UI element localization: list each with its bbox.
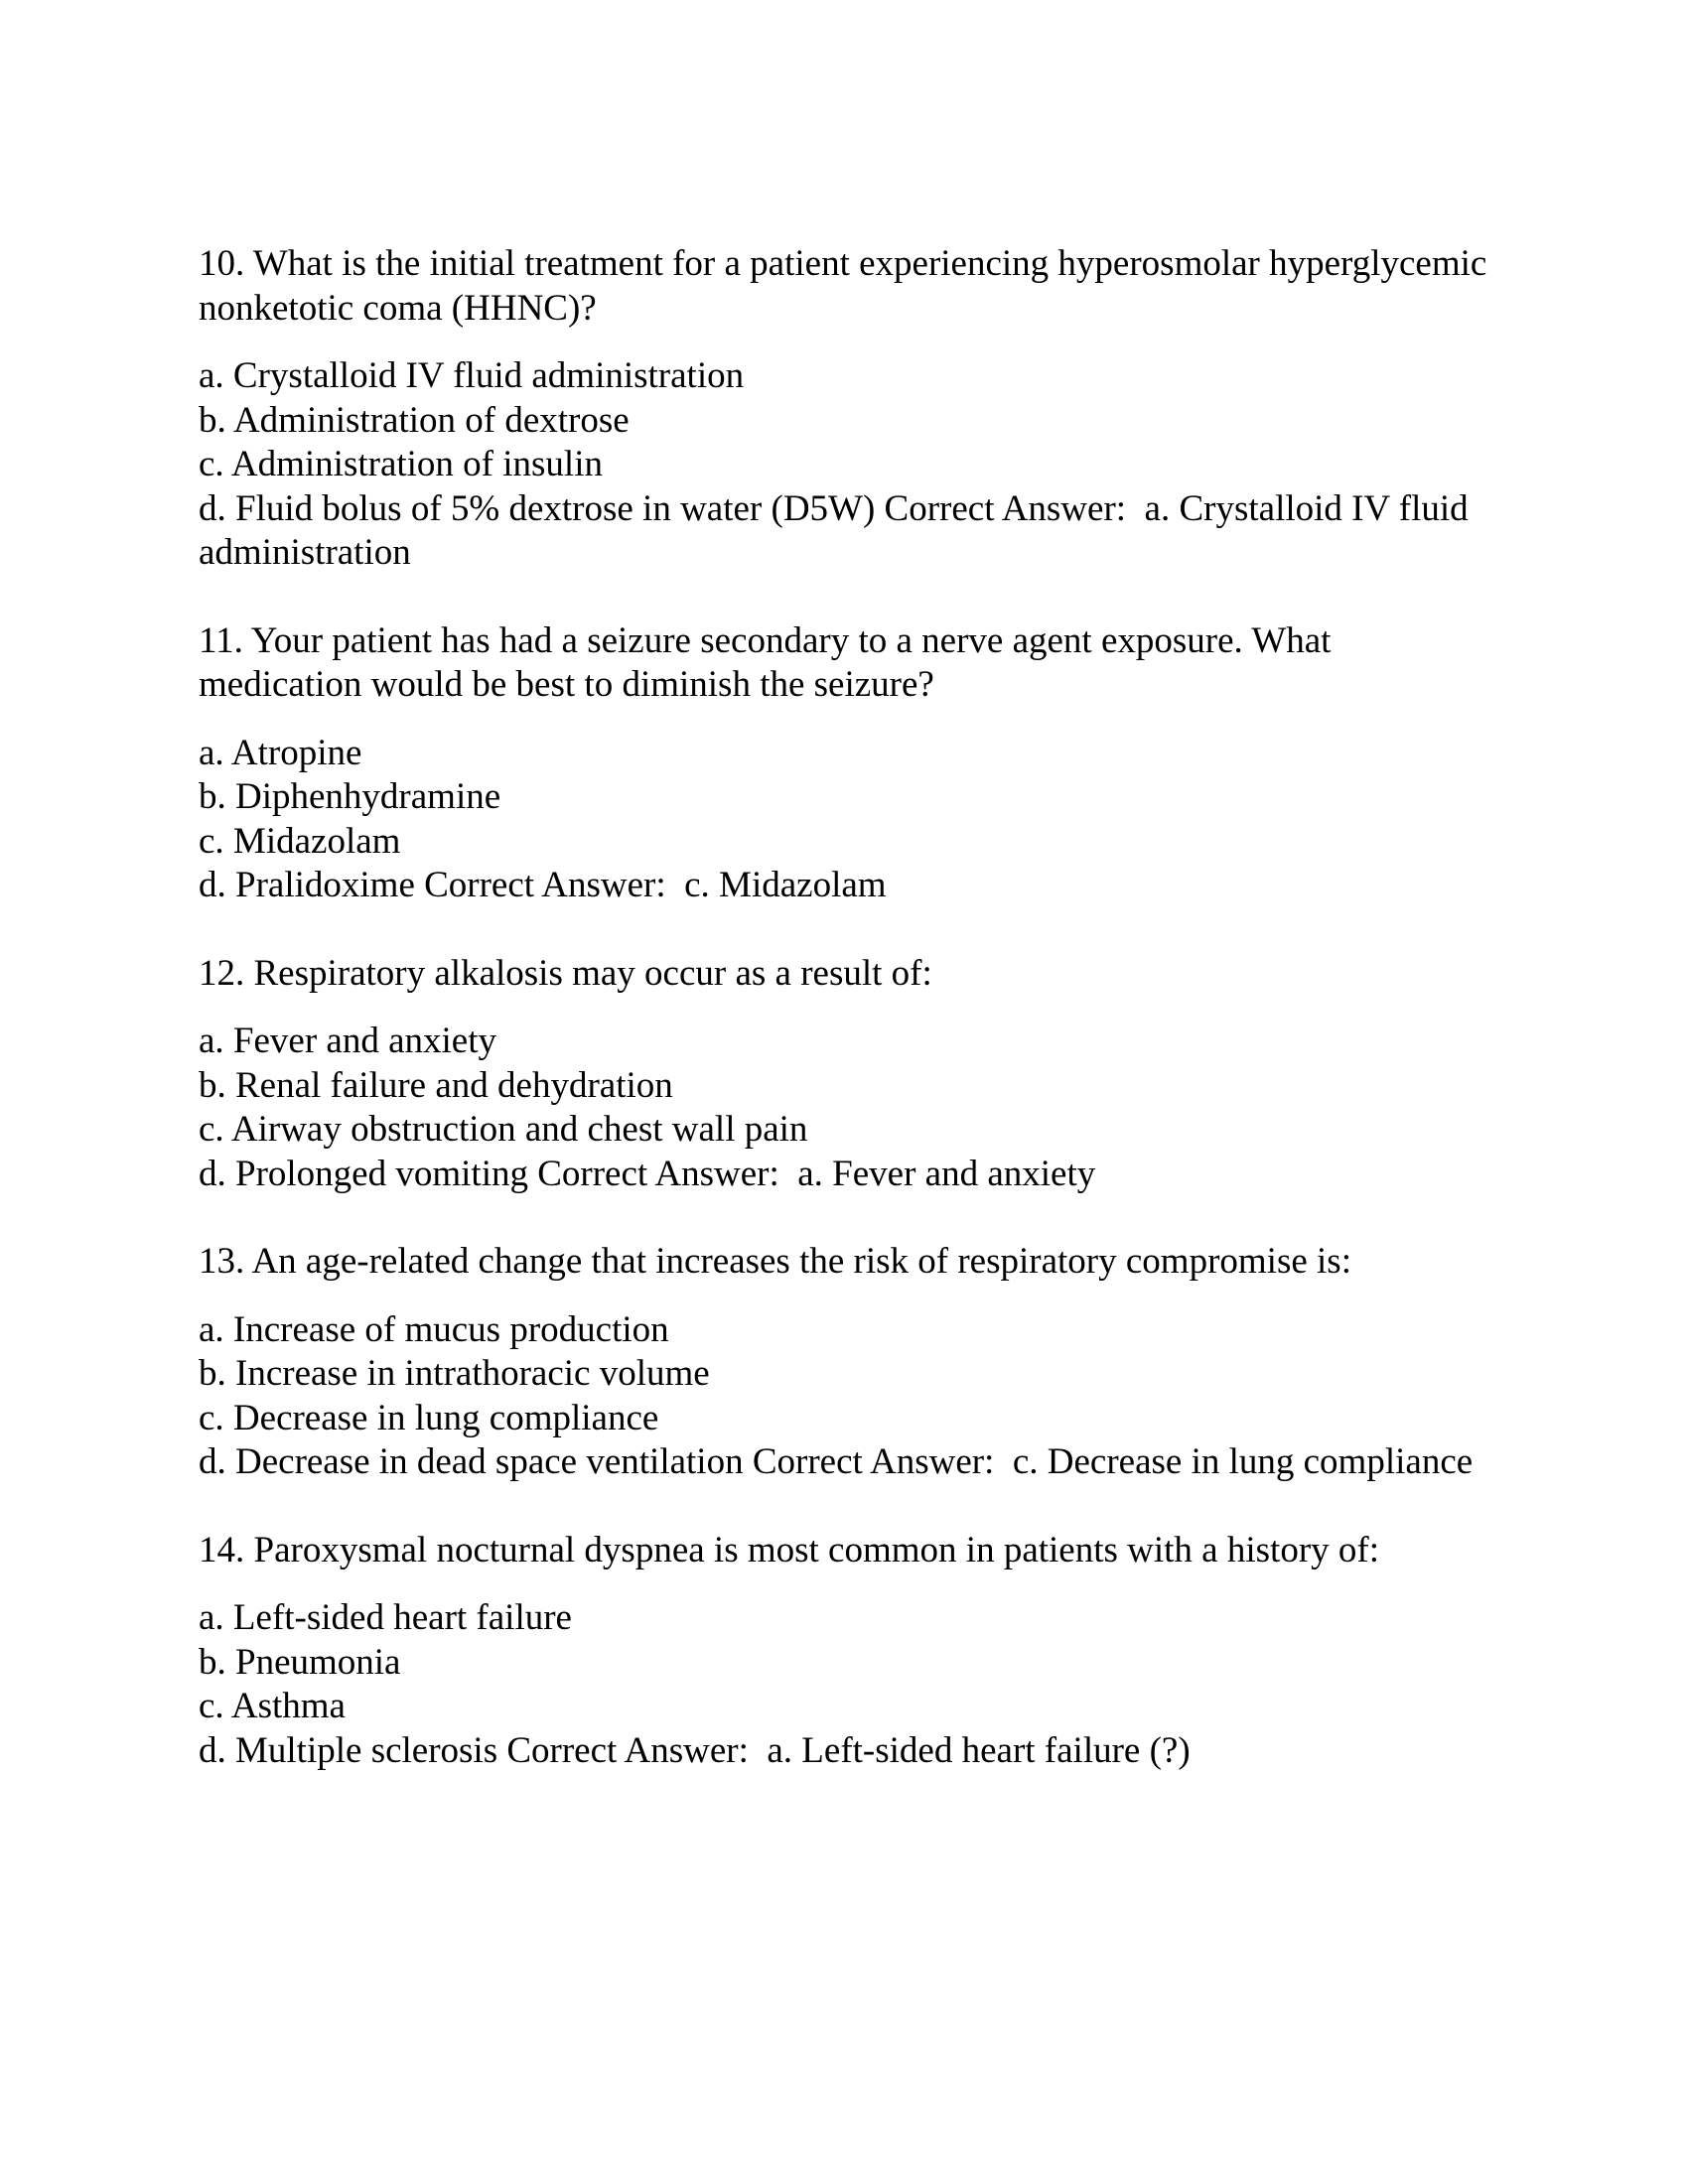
option-a: a. Increase of mucus production	[199, 1308, 669, 1350]
option-d-with-answer: d. Pralidoxime Correct Answer: c. Midazolam	[199, 865, 887, 905]
option-c: c. Asthma	[199, 1686, 346, 1726]
question-14	[199, 1529, 1489, 1774]
question-stem: 10. What is the initial treatment for a patient experiencing hyperosmolar hyperglycemic nonketotic coma (HHNC)?	[199, 243, 1496, 329]
option-a: a. Left-sided heart failure	[199, 1597, 572, 1638]
option-c: c. Decrease in lung compliance	[199, 1397, 659, 1438]
question-stem: 12. Respiratory alkalosis may occur as a result of:	[199, 952, 932, 994]
option-b: b. Administration of dextrose	[199, 399, 630, 441]
option-d-with-answer: d. Multiple sclerosis Correct Answer: a. Left-sided heart failure (?)	[199, 1729, 1191, 1771]
option-b: b. Pneumonia	[199, 1641, 401, 1683]
option-c: c. Administration of insulin	[199, 444, 603, 484]
question-12	[199, 952, 1489, 1197]
question-stem: 11. Your patient has had a seizure secondary to a nerve agent exposure. What medication would be best to diminish the seizure?	[199, 619, 1340, 705]
answer-options	[199, 1020, 1489, 1196]
option-c: c. Midazolam	[199, 820, 401, 862]
option-a: a. Crystalloid IV fluid administration	[199, 355, 745, 396]
answer-options	[199, 1308, 1489, 1485]
option-b: b. Increase in intrathoracic volume	[199, 1353, 710, 1394]
answer-options	[199, 354, 1489, 576]
answer-options	[199, 732, 1489, 908]
option-d-with-answer: d. Fluid bolus of 5% dextrose in water (D5W) Correct Answer: a. Crystalloid IV fluid administration	[199, 487, 1477, 573]
question-stem: 14. Paroxysmal nocturnal dyspnea is most common in patients with a history of:	[199, 1529, 1379, 1570]
question-11	[199, 619, 1489, 908]
option-b: b. Diphenhydramine	[199, 776, 501, 817]
question-stem: 13. An age-related change that increases the risk of respiratory compromise is:	[199, 1241, 1351, 1282]
option-a: a. Fever and anxiety	[199, 1021, 496, 1061]
answer-options	[199, 1596, 1489, 1773]
option-b: b. Renal failure and dehydration	[199, 1064, 673, 1106]
question-13	[199, 1240, 1489, 1485]
question-10	[199, 242, 1496, 576]
option-a: a. Atropine	[199, 732, 362, 773]
option-d-with-answer: d. Prolonged vomiting Correct Answer: a. Fever and anxiety	[199, 1153, 1096, 1194]
option-d-with-answer: d. Decrease in dead space ventilation Correct Answer: c. Decrease in lung compliance	[199, 1441, 1474, 1482]
option-c: c. Airway obstruction and chest wall pain	[199, 1109, 808, 1150]
document-body	[199, 242, 1496, 1817]
